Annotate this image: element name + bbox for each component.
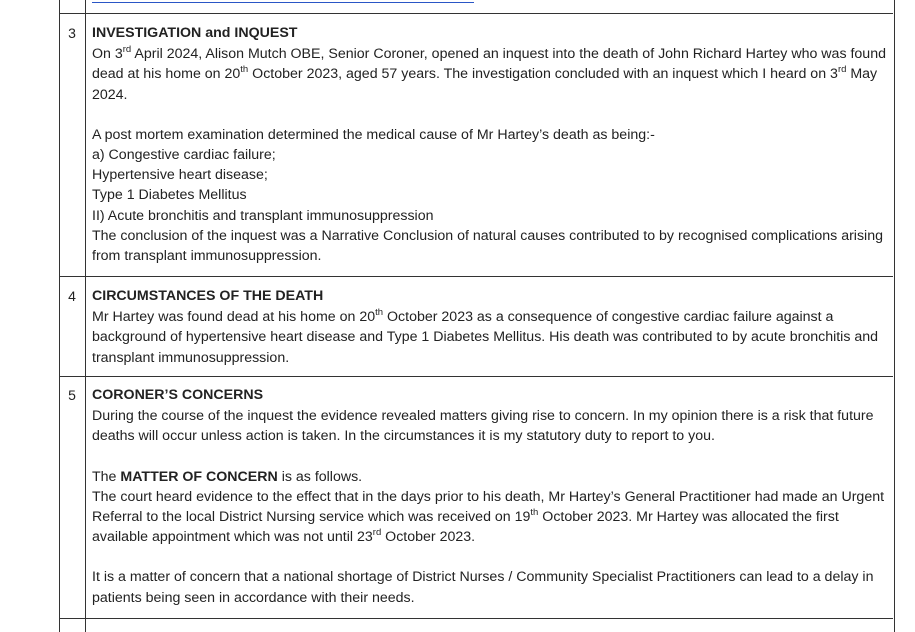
section-circumstances-of-death <box>92 286 890 368</box>
evidence-paragraph: The court heard evidence to the effect that in the days prior to his death, Mr Hartey’s General Practitioner had made an Urgent Referral to the local District Nursing service which was received on 19th October 2023. Mr Hartey was allocated the first available appointment which was not until 23rd October 2023. <box>92 488 885 546</box>
concern-statement-paragraph: It is a matter of concern that a national shortage of District Nurses / Community Specialist Practitioners can lead to a delay in patients being seen in accordance with their needs. <box>92 569 874 606</box>
post-mortem-paragraph: A post mortem examination determined the medical cause of Mr Hartey’s death as being:- <box>92 126 655 143</box>
section-heading: INVESTIGATION and INQUEST <box>92 25 298 41</box>
section-heading: CIRCUMSTANCES OF THE DEATH <box>92 288 324 304</box>
matter-of-concern-line: The MATTER OF CONCERN is as follows. <box>92 468 363 485</box>
section-heading: CORONER’S CONCERNS <box>92 387 264 403</box>
cause-line: Hypertensive heart disease; <box>92 167 268 184</box>
row-divider <box>59 618 893 619</box>
circumstances-paragraph: Mr Hartey was found dead at his home on 20th October 2023 as a consequence of congestive cardiac failure against a background of hypertensive heart disease and Type 1 Diabetes Mellitus. His death was contributed to by acute bronchitis and transplant immunosuppression. <box>92 307 879 366</box>
cause-line: II) Acute bronchitis and transplant immunosuppression <box>92 207 434 224</box>
concerns-intro-paragraph: During the course of the inquest the evidence revealed matters giving rise to concern. In my opinion there is a risk that future deaths will occur unless action is taken. In the circumstances it is my statutory duty to report to you. <box>92 408 874 445</box>
cause-line: Type 1 Diabetes Mellitus <box>92 187 247 204</box>
inquest-opening-paragraph: On 3rd April 2024, Alison Mutch OBE, Senior Coroner, opened an inquest into the death of John Richard Hartey who was found dead at his home on 20th October 2023, aged 57 years. The investigation concluded with an inquest which I heard on 3rd May 2024. <box>92 44 886 103</box>
row-divider <box>59 276 893 277</box>
section-coroners-concerns <box>92 385 890 608</box>
section-investigation-and-inquest <box>92 23 890 266</box>
row-divider <box>59 376 893 377</box>
row-divider <box>59 13 893 14</box>
column-divider <box>85 0 86 632</box>
section-number: 5 <box>68 387 76 403</box>
section-number: 3 <box>68 25 76 41</box>
section-number: 4 <box>68 288 76 304</box>
hyperlink-underline-fragment[interactable] <box>92 0 474 3</box>
cause-line: a) Congestive cardiac failure; <box>92 147 276 164</box>
conclusion-paragraph: The conclusion of the inquest was a Narrative Conclusion of natural causes contributed to by recognised complications arising from transplant immunosuppression. <box>92 227 883 265</box>
